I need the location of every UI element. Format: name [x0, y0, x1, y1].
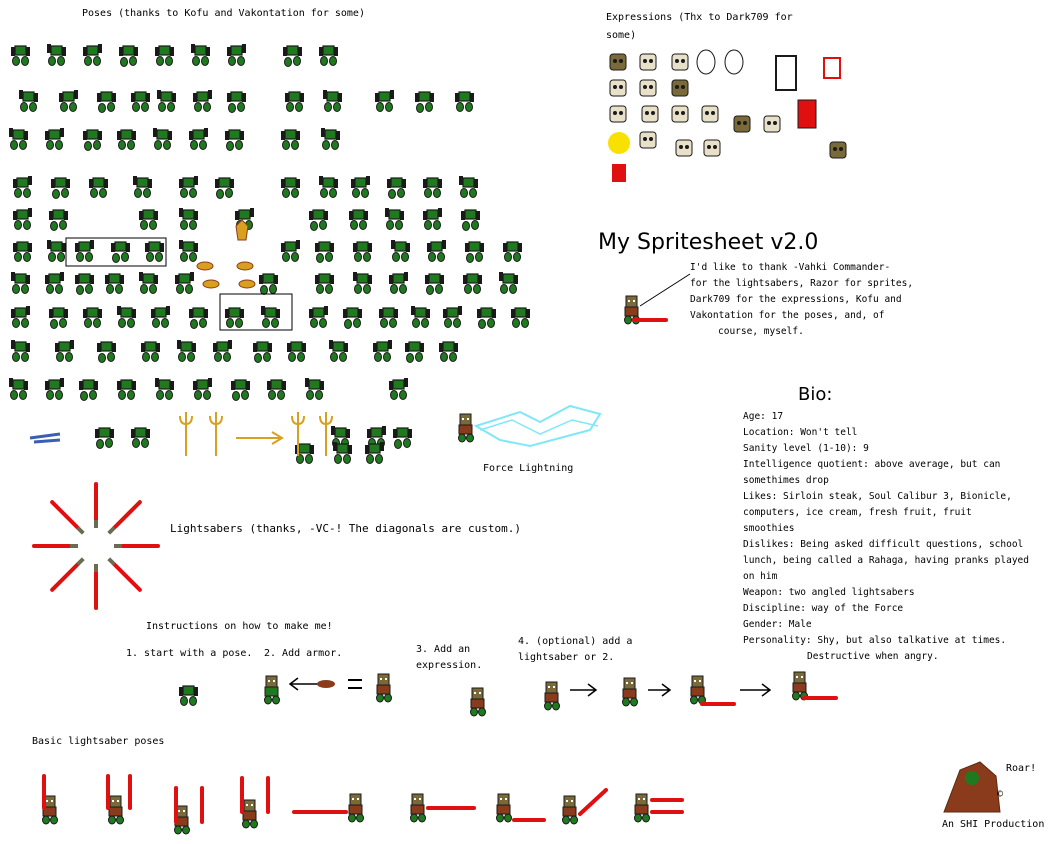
- pose-sprite: [353, 272, 372, 294]
- pose-sprite: [439, 342, 458, 362]
- expression-face: [798, 100, 816, 128]
- pose-sprite: [459, 176, 478, 198]
- pose-sprite: [319, 176, 338, 198]
- pose-sprite: [59, 90, 78, 112]
- expression-face: [704, 140, 720, 156]
- hero-sprite: [793, 672, 808, 700]
- arrow-right-icon: [570, 684, 596, 696]
- bio-line: Discipline: way of the Force: [743, 603, 904, 614]
- hero-sprite: [459, 414, 474, 442]
- pose-sprite: [227, 44, 246, 66]
- pose-sprite: [177, 340, 196, 362]
- pose-sprite: [393, 428, 412, 449]
- expression-face: [672, 54, 688, 70]
- bio-line: Intelligence quotient: above average, but can: [743, 459, 1001, 470]
- pose-sprite: [139, 272, 158, 294]
- pose-sprite: [281, 130, 300, 150]
- hero-sprite: [623, 678, 638, 706]
- expression-face: [734, 116, 750, 132]
- pose-sprite: [151, 306, 170, 328]
- hero-sprite: [377, 674, 392, 702]
- pose-sprite: [365, 442, 384, 464]
- pose-sprite: [455, 92, 474, 112]
- thanks-line: for the lightsabers, Razor for sprites,: [690, 278, 914, 289]
- pose-sprite: [511, 308, 530, 328]
- pose-sprite: [427, 240, 446, 262]
- expression-face: [640, 54, 656, 70]
- pose-sprite: [83, 44, 102, 66]
- pose-sprite: [285, 92, 304, 112]
- arrow-right-icon: [740, 684, 770, 696]
- hero-sprite: [691, 676, 706, 704]
- pose-sprite: [387, 178, 406, 199]
- pose-sprite: [189, 128, 208, 150]
- basic-saber-pose-sprites: [43, 776, 683, 834]
- thanks-line: Vakontation for the poses, and, of: [690, 310, 885, 321]
- pose-sprite: [13, 242, 32, 262]
- pose-sprite: [477, 308, 496, 329]
- logo-creature: [944, 762, 1000, 812]
- lightsaber-blade: [52, 564, 77, 589]
- lightsabers-caption: Lightsabers (thanks, -VC-! The diagonals are custom.): [170, 522, 521, 535]
- pose-sprite: [105, 274, 124, 294]
- pose-sprite: [267, 380, 286, 400]
- pose-sprite: [499, 272, 518, 294]
- pose-sprite: [11, 340, 30, 362]
- pose-sprite: [315, 242, 334, 263]
- pose-sprite: [47, 44, 66, 66]
- pose-sprite: [45, 272, 64, 294]
- expression-face: [676, 140, 692, 156]
- force-lightning-art: [459, 406, 601, 446]
- step-4-label-cont: lightsaber or 2.: [518, 652, 615, 663]
- pose-sprite: [385, 208, 404, 230]
- expression-face: [640, 80, 656, 96]
- pose-sprite: [283, 46, 302, 67]
- pose-sprite: [97, 92, 116, 113]
- pose-sprite: [443, 306, 462, 328]
- lightsaber-blade: [114, 564, 139, 589]
- bio-line: lunch, being called a Rahaga, having pranks played: [743, 555, 1029, 566]
- expression-face: [697, 50, 715, 74]
- hero-sprite: [497, 794, 512, 822]
- roar-label: Roar!: [1006, 763, 1037, 774]
- trident-sprite: [320, 412, 332, 456]
- bio-block: [743, 409, 1029, 665]
- pose-sprite: [95, 428, 114, 449]
- pose-sprite: [463, 274, 482, 294]
- pose-sprite: [117, 380, 136, 400]
- thanks-line: Dark709 for the expressions, Kofu and: [690, 294, 902, 305]
- pose-sprite: [13, 176, 32, 198]
- expression-face: [702, 106, 718, 122]
- pose-sprite: [329, 340, 348, 362]
- pose-sprite: [9, 378, 28, 400]
- lightsaber-hilt: [109, 559, 115, 565]
- bio-line: Location: Won't tell: [743, 427, 858, 438]
- pose-sprite: [321, 128, 340, 150]
- bio-line: somethimes drop: [743, 475, 829, 486]
- expressions-heading-cont: some): [606, 30, 637, 41]
- pose-sprite: [83, 130, 102, 151]
- pose-sprite: [153, 128, 172, 150]
- hero-sprite: [635, 794, 650, 822]
- instructions-heading: Instructions on how to make me!: [146, 621, 333, 632]
- pose-sprite: [145, 242, 164, 262]
- pose-sprite: [391, 240, 410, 262]
- trident-sprite: [210, 412, 222, 456]
- pose-sprite: [375, 90, 394, 112]
- expression-face: [610, 54, 626, 70]
- glow-face: [608, 132, 630, 154]
- expression-face: [725, 50, 743, 74]
- pose-sprite: [423, 178, 442, 198]
- pose-sprite: [423, 208, 442, 230]
- pose-sprite: [157, 90, 176, 112]
- lightsaber-blade: [52, 502, 77, 527]
- pose-sprite: [305, 378, 324, 400]
- lightsaber-blade: [580, 790, 606, 814]
- pose-sprite: [353, 242, 372, 262]
- expression-face: [610, 106, 626, 122]
- hero-sprite: [349, 794, 364, 822]
- pose-sprite: [349, 210, 368, 230]
- thanks-line: I'd like to thank -Vahki Commander-: [690, 262, 891, 273]
- armor-piece: [203, 280, 219, 288]
- thanks-line: course, myself.: [718, 326, 804, 337]
- production-credit: An SHI Production: [942, 819, 1045, 830]
- pose-sprite: [141, 342, 160, 362]
- pose-sprite: [389, 378, 408, 400]
- pose-sprite: [9, 128, 28, 150]
- pose-sprite: [351, 176, 370, 198]
- pose-sprite: [465, 242, 484, 263]
- pose-sprite: [319, 46, 338, 66]
- pose-sprite: [75, 240, 94, 262]
- expression-face: [764, 116, 780, 132]
- pose-sprite: [83, 308, 102, 328]
- pose-sprite: [191, 44, 210, 66]
- pose-sprite: [179, 208, 198, 230]
- pose-sprite: [259, 274, 278, 295]
- pose-sprite: [45, 378, 64, 400]
- bio-line: Gender: Male: [743, 619, 812, 630]
- pose-sprite: [119, 46, 138, 67]
- bio-line: Dislikes: Being asked difficult questions, school: [743, 539, 1024, 550]
- pose-sprite: [373, 340, 392, 362]
- poses-heading: Poses (thanks to Kofu and Vakontation for some): [82, 8, 365, 19]
- expression-face: [612, 164, 626, 182]
- bio-line: Sanity level (1-10): 9: [743, 443, 869, 454]
- pose-sprite: [189, 308, 208, 329]
- pose-sprite: [11, 306, 30, 328]
- pose-sprite: [55, 340, 74, 362]
- step-3-label: 3. Add an: [416, 644, 471, 655]
- hero-sprite: [471, 688, 486, 716]
- lightsaber-hilt: [78, 528, 84, 534]
- lightsaber-hilt: [109, 528, 115, 534]
- armor-piece: [197, 262, 213, 270]
- pose-sprite: [19, 90, 38, 112]
- pose-sprite: [11, 46, 30, 66]
- pose-sprite: [155, 378, 174, 400]
- pose-sprite: [117, 306, 136, 328]
- expression-face: [824, 58, 840, 78]
- expression-face: [610, 80, 626, 96]
- pose-sprite: [281, 240, 300, 262]
- pose-sprite: [155, 46, 174, 66]
- hero-sprite: [265, 676, 280, 704]
- pose-sprite: [343, 308, 362, 329]
- pose-sprite: [133, 176, 152, 198]
- pose-sprite: [461, 210, 480, 231]
- pose-sprite: [315, 274, 334, 294]
- expression-face: [642, 106, 658, 122]
- pose-sprite: [389, 272, 408, 294]
- step-4-label: 4. (optional) add a: [518, 636, 633, 647]
- pose-sprite: [253, 342, 272, 363]
- bio-line: smoothies: [743, 523, 795, 534]
- logo-head: [965, 771, 979, 785]
- expression-face: [672, 80, 688, 96]
- pose-sprite: [309, 306, 328, 328]
- bio-line: Weapon: two angled lightsabers: [743, 587, 915, 598]
- hero-sprite: [411, 794, 426, 822]
- pose-sprite: [415, 92, 434, 113]
- force-lightning-caption: Force Lightning: [483, 463, 574, 474]
- pose-sprite: [193, 90, 212, 112]
- pose-sprite: [309, 210, 328, 231]
- pose-sprite: [213, 340, 232, 362]
- page-title: My Spritesheet v2.0: [598, 230, 819, 255]
- bio-line: Age: 17: [743, 411, 784, 422]
- pose-sprite: [323, 90, 342, 112]
- expressions-heading: Expressions (Thx to Dark709 for: [606, 12, 793, 23]
- pose-sprite: [51, 178, 70, 199]
- shi-logo: [944, 762, 1000, 812]
- bio-line: Destructive when angry.: [807, 651, 939, 662]
- hero-sprite: [243, 800, 258, 828]
- pose-sprite: [117, 130, 136, 150]
- pose-sprite: [11, 272, 30, 294]
- bio-line: on him: [743, 571, 778, 582]
- pose-sprite: [281, 178, 300, 198]
- bio-heading: Bio:: [798, 384, 833, 405]
- pose-sprite: [225, 130, 244, 151]
- armor-piece: [317, 680, 335, 688]
- expression-face: [776, 56, 796, 90]
- pose-sprite: [179, 240, 198, 262]
- pose-sprite: [131, 92, 150, 112]
- blue-dash-sprite: [30, 434, 60, 442]
- bio-line: computers, ice cream, fresh fruit, fruit: [743, 507, 972, 518]
- lightsaber-wheel: [34, 484, 158, 608]
- armor-piece: [239, 280, 255, 288]
- arrow-right-icon: [648, 684, 670, 696]
- bio-line: Likes: Sirloin steak, Soul Calibur 3, Bionicle,: [743, 491, 1012, 502]
- pose-sprite: [333, 442, 352, 464]
- pose-sprite: [261, 306, 280, 328]
- pose-sprite: [193, 378, 212, 400]
- trident-sprite: [236, 432, 282, 444]
- thanks-block: [690, 260, 913, 340]
- pose-sprite: [139, 210, 158, 230]
- pose-sprite: [231, 380, 250, 401]
- lightsaber-blade: [114, 502, 139, 527]
- pose-sprite: [225, 308, 244, 328]
- step-3-label-cont: expression.: [416, 660, 483, 671]
- hero-sprite: [545, 682, 560, 710]
- armor-piece: [237, 262, 253, 270]
- pose-sprite: [75, 274, 94, 295]
- pose-sprite: [227, 92, 246, 113]
- trident-sprite: [180, 412, 192, 456]
- equals-sign: [348, 680, 362, 688]
- lightsaber-hilt: [78, 559, 84, 565]
- pose-sprite: [503, 242, 522, 262]
- pose-sprite: [179, 686, 198, 706]
- copyright-mark: ©: [997, 789, 1004, 800]
- pose-sprite: [131, 428, 150, 448]
- pose-sprite: [13, 208, 32, 230]
- pose-sprite: [45, 128, 64, 150]
- pose-sprite: [97, 342, 116, 363]
- pose-sprite: [179, 176, 198, 198]
- pose-sprite: [79, 380, 98, 401]
- pose-sprites: [9, 44, 530, 464]
- pose-sprite: [405, 342, 424, 363]
- pose-sprite: [287, 342, 306, 362]
- basic-poses-heading: Basic lightsaber poses: [32, 736, 165, 747]
- pose-sprite: [411, 306, 430, 328]
- expression-sprites: [608, 50, 846, 182]
- step-2-label: 2. Add armor.: [264, 648, 343, 659]
- pose-sprite: [425, 274, 444, 295]
- expression-face: [672, 106, 688, 122]
- pose-sprite: [215, 178, 234, 199]
- expression-face: [640, 132, 656, 148]
- pose-sprite: [49, 210, 68, 231]
- step-1-label: 1. start with a pose.: [126, 648, 253, 659]
- arrow-left-icon: [290, 678, 318, 690]
- hero-sprite: [563, 796, 578, 824]
- pointer-line: [640, 274, 690, 306]
- pose-sprite: [89, 178, 108, 198]
- pose-sprite: [175, 272, 194, 294]
- pose-sprite: [49, 308, 68, 329]
- pose-sprite: [379, 308, 398, 328]
- expression-face: [830, 142, 846, 158]
- bio-line: Personality: Shy, but also talkative at times.: [743, 635, 1007, 646]
- pose-sprite: [47, 240, 66, 262]
- hero-sprite: [109, 796, 124, 824]
- pose-sprite: [111, 242, 130, 263]
